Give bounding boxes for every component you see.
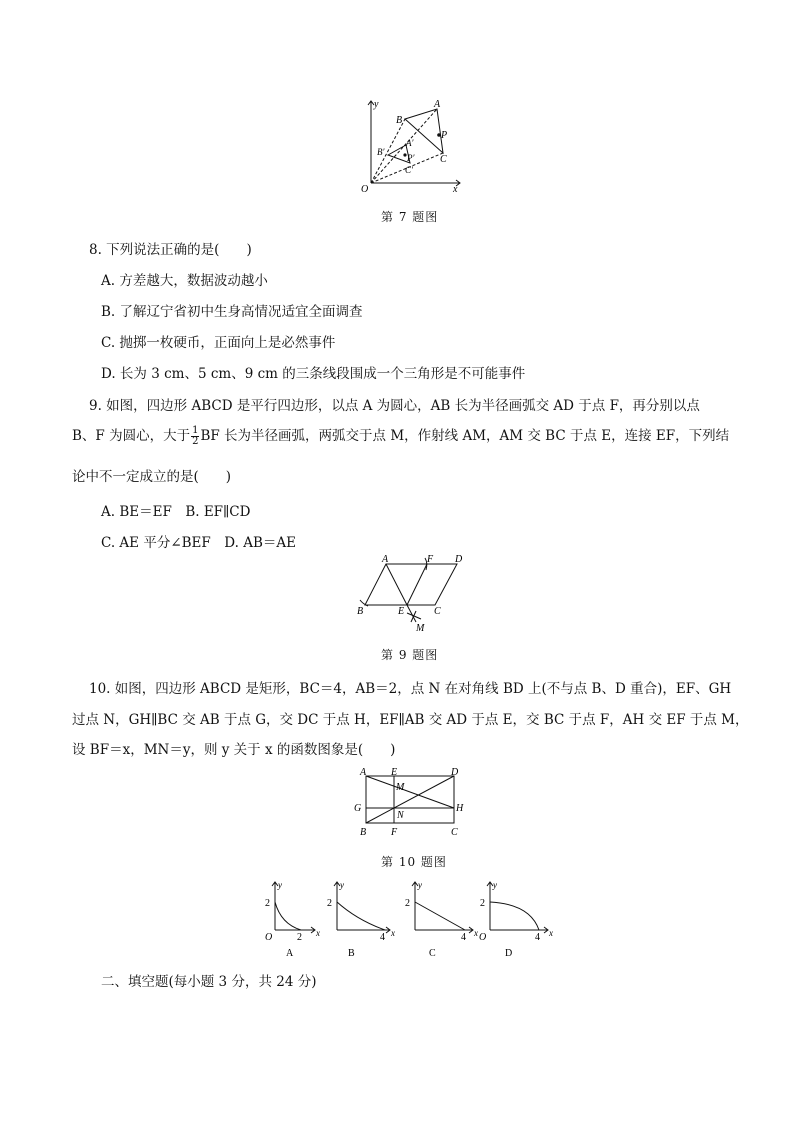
q9-stem-line2 — [72, 424, 729, 447]
graph-a-letter: A — [286, 948, 294, 959]
fig10-caption: 第 10 题图 — [381, 855, 447, 869]
q9-line2-post: BF 长为半径画弧，两弧交于点 M，作射线 AM，AM 交 BC 于点 E，连接 EF，下列结 — [200, 428, 730, 444]
fig9-label-m: M — [416, 623, 425, 634]
fig10-label-m: M — [396, 782, 405, 793]
graph-a-y: y — [278, 880, 282, 890]
graph-a-xtick: 2 — [297, 932, 302, 943]
graph-c-letter: C — [429, 948, 436, 959]
fig10-label-g: G — [354, 803, 362, 814]
q9-fraction — [191, 426, 199, 447]
q8-stem: 8. 下列说法正确的是( ) — [89, 242, 252, 258]
graph-c-y: y — [418, 880, 422, 890]
graph-a-x: x — [316, 928, 320, 938]
graph-b-x: x — [391, 928, 395, 938]
graph-d-ytick: 2 — [480, 898, 485, 909]
graph-b-letter: B — [348, 948, 355, 959]
fig10-label-b: B — [360, 827, 367, 838]
fig10-label-d: D — [451, 767, 459, 778]
fig9-label-d: D — [455, 554, 463, 565]
q8-option-d: D. 长为 3 cm、5 cm、9 cm 的三条线段围成一个三角形是不可能事件 — [101, 366, 526, 382]
answer-graphs — [255, 872, 565, 962]
q9-line2-pre: B、F 为圆心，大于 — [72, 428, 191, 444]
graph-d-xtick: 4 — [535, 932, 540, 943]
fig7-label-b2: B′ — [377, 147, 385, 157]
graph-b-xtick: 4 — [380, 932, 385, 943]
q9-frac-num: 1 — [192, 425, 199, 436]
graph-b-ytick: 2 — [327, 898, 332, 909]
fig9-label-b: B — [357, 606, 364, 617]
fig7-label-y: y — [374, 99, 379, 110]
fig7-caption: 第 7 题图 — [381, 210, 439, 224]
q9-options-ab: A. BE＝EF B. EF∥CD — [101, 504, 251, 520]
graph-c-ytick: 2 — [405, 898, 410, 909]
figure-9 — [355, 552, 470, 634]
q10-stem-line1: 10. 如图，四边形 ABCD 是矩形，BC＝4，AB＝2，点 N 在对角线 BD 上(不与点 B、D 重合)，EF、GH — [89, 681, 732, 697]
q8-option-b: B. 了解辽宁省初中生身高情况适宜全面调查 — [101, 304, 363, 320]
fig7-label-p2: P′ — [407, 153, 415, 163]
fig7-label-b: B — [396, 115, 403, 126]
fig10-label-f: F — [391, 827, 398, 838]
q9-options-cd: C. AE 平分∠BEF D. AB＝AE — [101, 535, 296, 551]
graph-c-x: x — [474, 928, 478, 938]
fig7-label-a: A — [434, 99, 441, 110]
fig10-label-e: E — [391, 767, 398, 778]
fig10-label-n: N — [397, 810, 404, 821]
fig9-caption: 第 9 题图 — [381, 648, 439, 662]
section-2-title: 二、填空题(每小题 3 分，共 24 分) — [101, 974, 317, 990]
fig7-label-a2: A′ — [406, 138, 414, 148]
q8-option-c: C. 抛掷一枚硬币，正面向上是必然事件 — [101, 335, 336, 351]
graph-b-y: y — [340, 880, 344, 890]
graph-a-ytick: 2 — [265, 898, 270, 909]
q8-option-a: A. 方差越大，数据波动越小 — [101, 273, 268, 289]
fig7-label-c: C — [440, 154, 447, 165]
q9-stem-line1: 9. 如图，四边形 ABCD 是平行四边形，以点 A 为圆心，AB 长为半径画弧交 AD 于点 F，再分别以点 — [89, 398, 700, 414]
fig9-label-c: C — [434, 606, 441, 617]
figure-10 — [350, 765, 470, 840]
fig7-label-x: x — [453, 184, 458, 195]
q9-frac-den: 2 — [192, 436, 199, 447]
graph-d-origin: O — [479, 932, 487, 943]
fig7-label-o: O — [361, 184, 369, 195]
graph-d-letter: D — [505, 948, 513, 959]
graph-a-origin: O — [265, 932, 273, 943]
figure-7 — [355, 95, 470, 195]
fig9-label-e: E — [398, 606, 405, 617]
q10-stem-line3: 设 BF＝x，MN＝y，则 y 关于 x 的函数图象是( ) — [72, 742, 396, 758]
q9-stem-line3: 论中不一定成立的是( ) — [72, 469, 232, 485]
graph-c-xtick: 4 — [461, 932, 466, 943]
fig7-label-p: P — [441, 130, 448, 141]
q10-stem-line2: 过点 N，GH∥BC 交 AB 于点 G，交 DC 于点 H，EF∥AB 交 AD 于点 E，交 BC 于点 F，AH 交 EF 于点 M， — [72, 712, 749, 728]
fig10-label-c: C — [451, 827, 458, 838]
fig10-label-a: A — [360, 767, 367, 778]
fig9-label-a: A — [382, 554, 389, 565]
graph-d-x: x — [549, 928, 553, 938]
fig10-label-h: H — [456, 803, 464, 814]
graph-d-y: y — [493, 880, 497, 890]
fig7-label-c2: C′ — [405, 165, 413, 175]
fig9-label-f: F — [427, 554, 434, 565]
